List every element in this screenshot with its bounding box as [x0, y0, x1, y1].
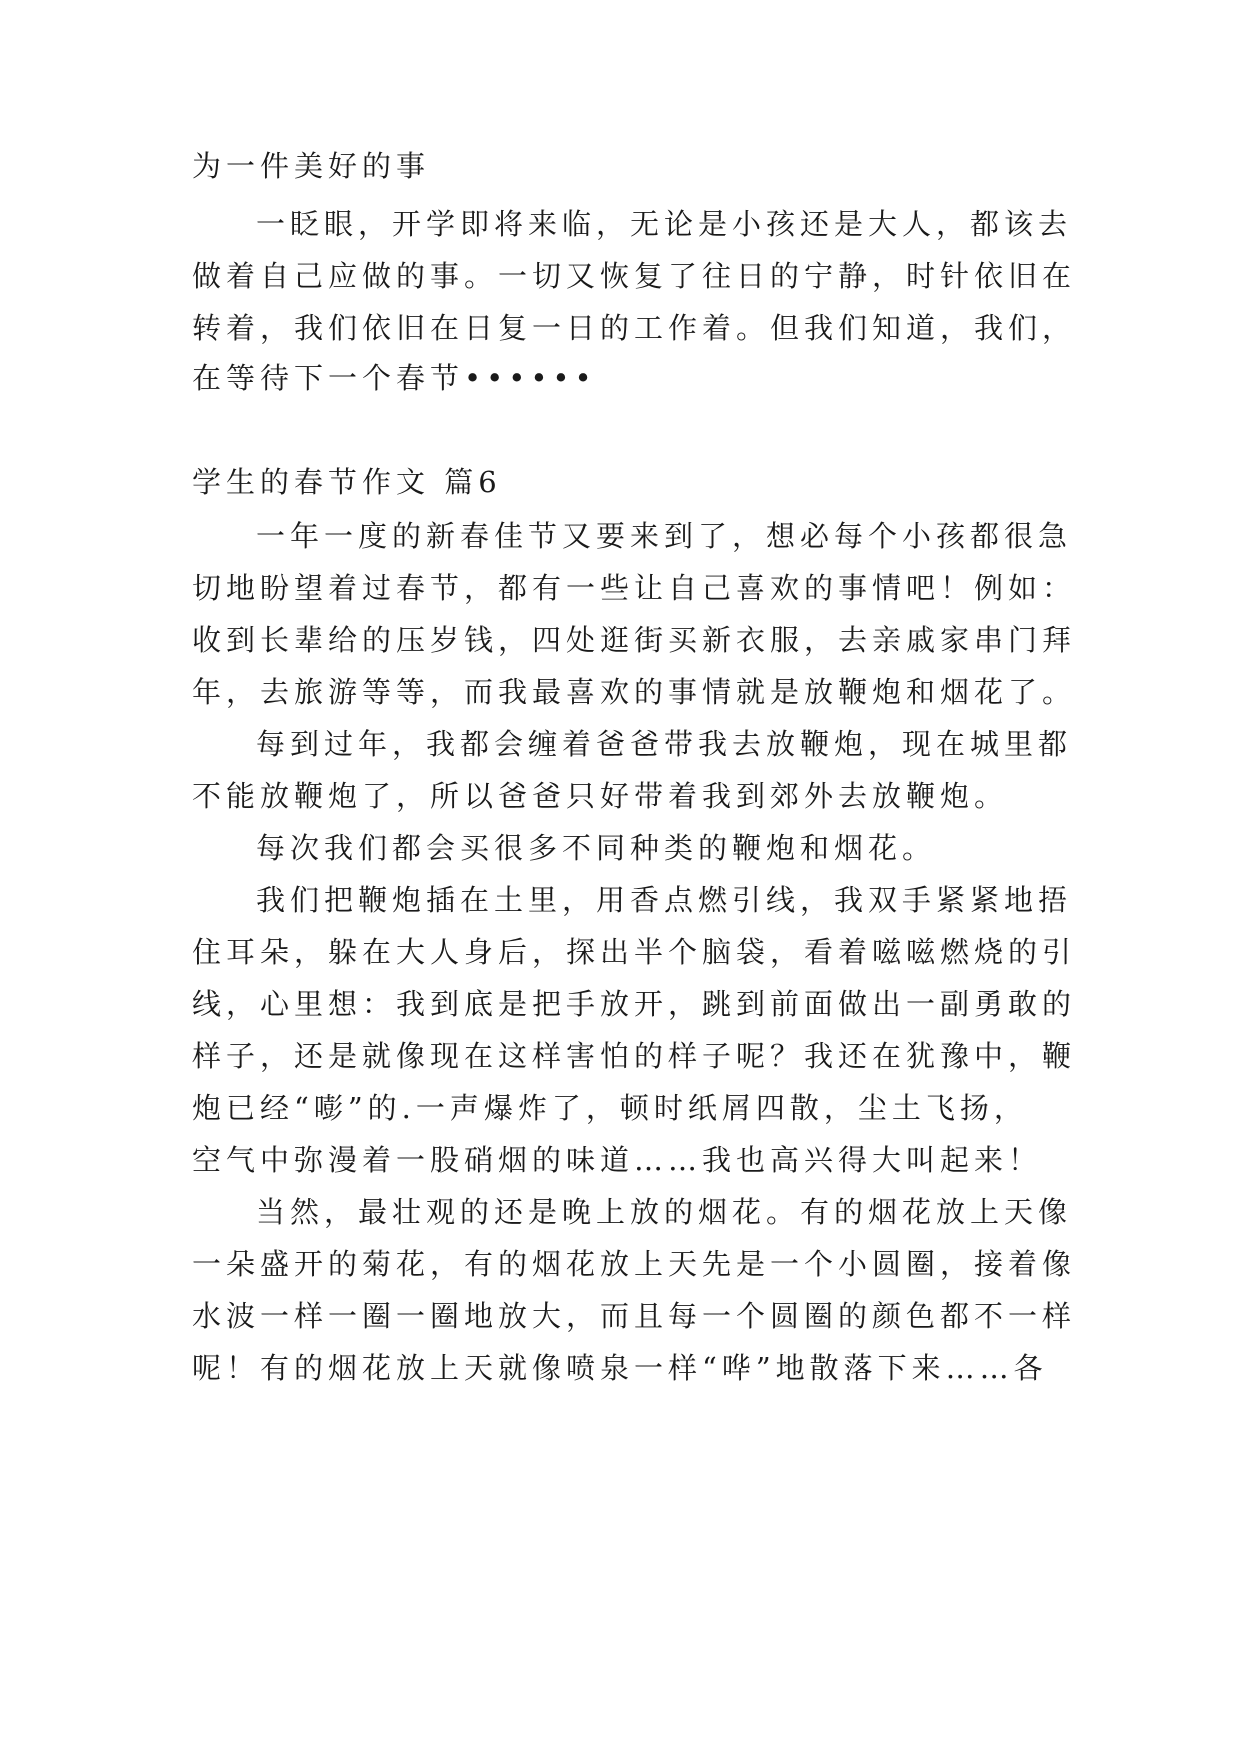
paragraph-line: 样子，还是就像现在这样害怕的样子呢？我还在犹豫中，鞭 — [192, 1039, 1077, 1073]
paragraph-line: 炮已经“嘭”的.一声爆炸了，顿时纸屑四散，尘土飞扬， — [192, 1091, 1028, 1125]
paragraph-line: 我们把鞭炮插在土里，用香点燃引线，我双手紧紧地捂 — [256, 883, 1073, 917]
paragraph-line: 呢！有的烟花放上天就像喷泉一样“哗”地散落下来……各 — [192, 1351, 1048, 1385]
paragraph-line: 水波一样一圈一圈地放大，而且每一个圆圈的颜色都不一样 — [192, 1299, 1077, 1333]
paragraph-line: 年，去旅游等等，而我最喜欢的事情就是放鞭炮和烟花了。 — [192, 675, 1077, 709]
section-heading: 学生的春节作文 篇6 — [192, 465, 502, 499]
paragraph-line: 住耳朵，躲在大人身后，探出半个脑袋，看着嗞嗞燃烧的引 — [192, 935, 1077, 969]
paragraph-line: 转着，我们依旧在日复一日的工作着。但我们知道，我们， — [192, 311, 1077, 345]
section-title-line: 为一件美好的事 — [192, 149, 431, 183]
paragraph-line: 空气中弥漫着一股硝烟的味道……我也高兴得大叫起来！ — [192, 1143, 1043, 1177]
paragraph-line: 在等待下一个春节•••••• — [192, 361, 597, 395]
paragraph-line: 线，心里想：我到底是把手放开，跳到前面做出一副勇敢的 — [192, 987, 1077, 1021]
paragraph-line: 做着自己应做的事。一切又恢复了往日的宁静，时针依旧在 — [192, 259, 1077, 293]
paragraph-line: 一眨眼，开学即将来临，无论是小孩还是大人，都该去 — [256, 207, 1073, 241]
paragraph-line: 每次我们都会买很多不同种类的鞭炮和烟花。 — [256, 831, 937, 865]
paragraph-line: 不能放鞭炮了，所以爸爸只好带着我到郊外去放鞭炮。 — [192, 779, 1009, 813]
paragraph-line: 每到过年，我都会缠着爸爸带我去放鞭炮，现在城里都 — [256, 727, 1073, 761]
paragraph-line: 当然，最壮观的还是晚上放的烟花。有的烟花放上天像 — [256, 1195, 1073, 1229]
paragraph-line: 一年一度的新春佳节又要来到了，想必每个小孩都很急 — [256, 519, 1073, 553]
paragraph-line: 一朵盛开的菊花，有的烟花放上天先是一个小圆圈，接着像 — [192, 1247, 1077, 1281]
paragraph-line: 收到长辈给的压岁钱，四处逛街买新衣服，去亲戚家串门拜 — [192, 623, 1077, 657]
paragraph-line: 切地盼望着过春节，都有一些让自己喜欢的事情吧！例如： — [192, 571, 1077, 605]
